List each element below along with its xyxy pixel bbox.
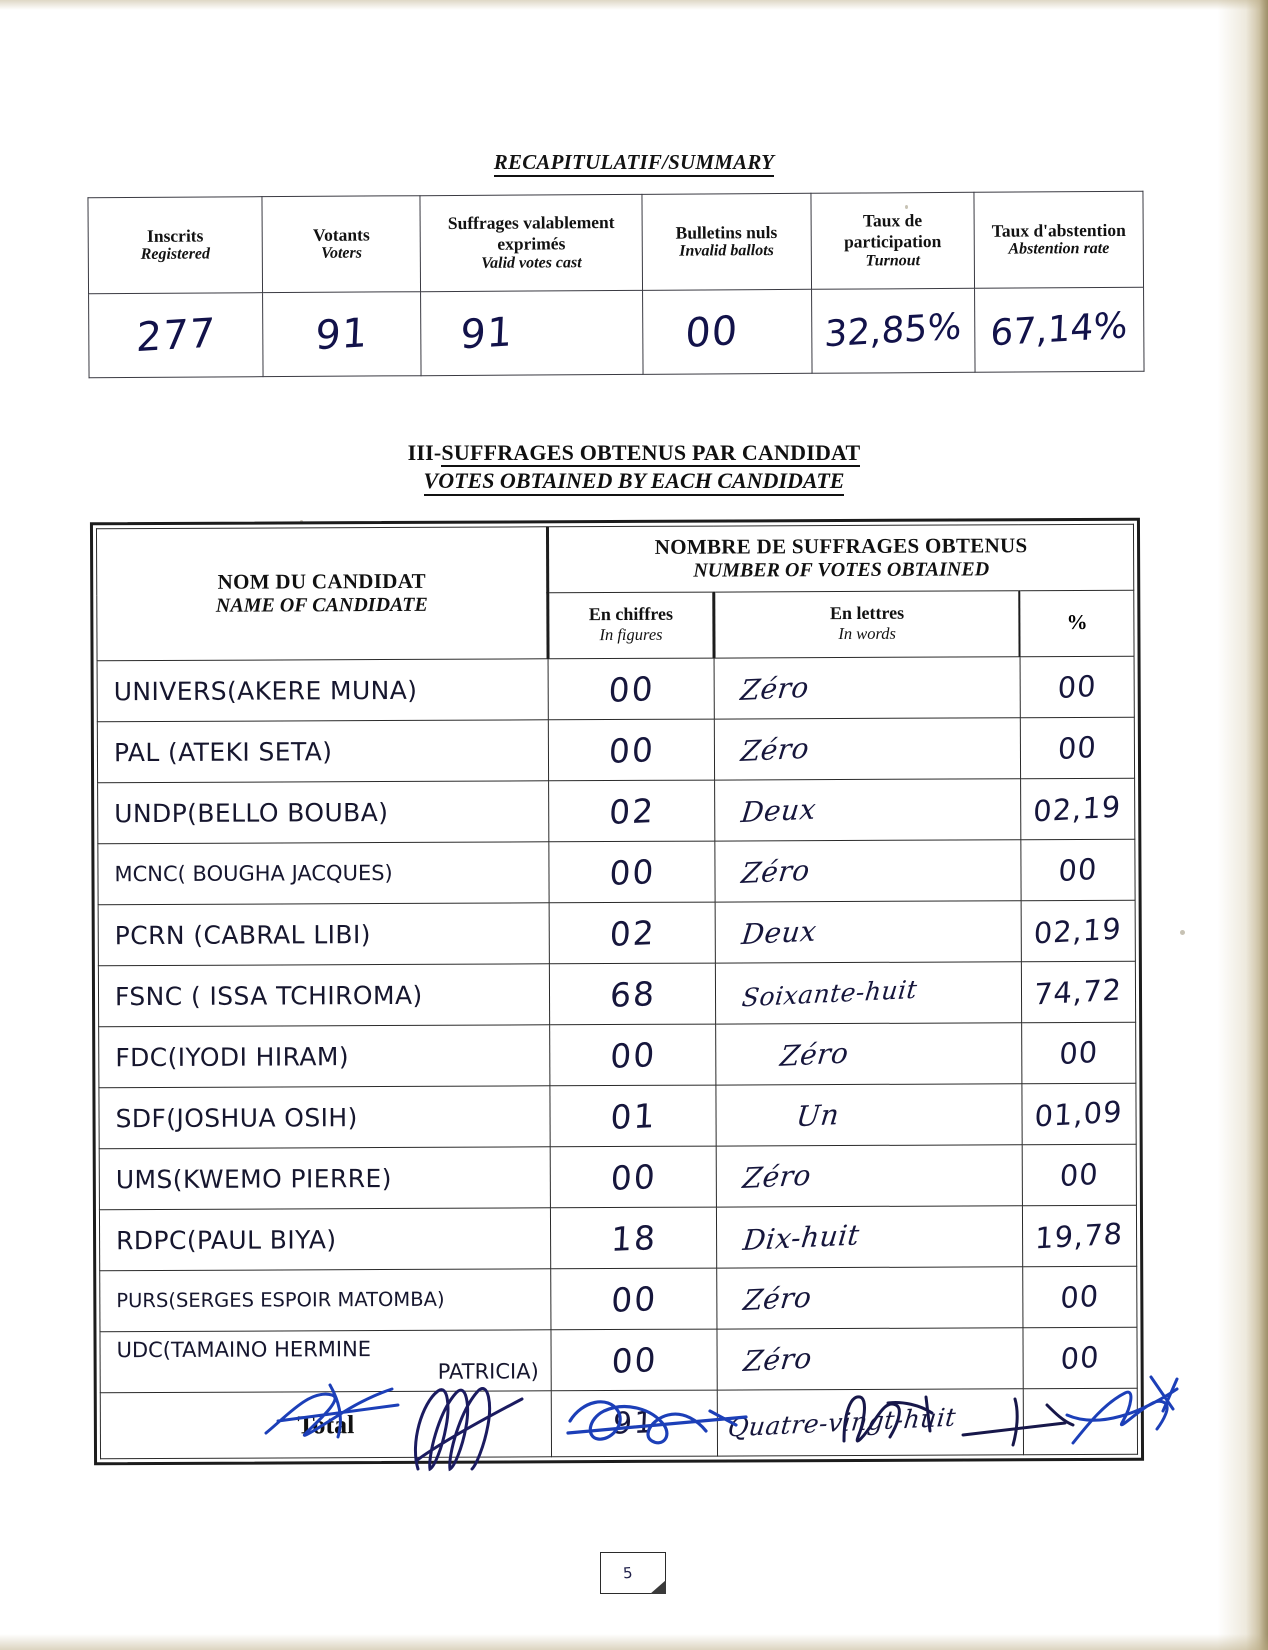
candidate-name: PURS(SERGES ESPOIR MATOMBA)	[100, 1269, 551, 1332]
table-row	[97, 656, 1134, 722]
header-figures-fr: En chiffres	[588, 603, 674, 625]
col-label-en: Valid votes cast	[481, 253, 582, 272]
scan-edge-bottom	[0, 1634, 1268, 1650]
votes-figures	[551, 1268, 717, 1330]
candidate-name: UNDP(BELLO BOUBA)	[98, 781, 549, 844]
handwritten-figures: 00	[608, 1034, 657, 1076]
handwritten-figures: 68	[608, 973, 657, 1015]
handwritten-percent: 00	[1059, 1339, 1101, 1377]
table-row	[97, 717, 1134, 783]
handwritten-percent: 74,72	[1033, 972, 1124, 1012]
candidate-name: PCRN (CABRAL LIBI)	[98, 903, 549, 966]
section-number: III-	[407, 440, 442, 465]
handwritten-figures: 02	[607, 790, 656, 832]
votes-figures	[549, 963, 715, 1025]
table-row	[98, 900, 1135, 966]
votes-percent	[1021, 900, 1135, 961]
table-row	[99, 1205, 1136, 1271]
col-label-fr: Bulletins nuls	[675, 221, 778, 243]
header-words-en: In words	[838, 623, 896, 644]
votes-figures	[548, 658, 714, 720]
table-row	[99, 1083, 1136, 1149]
page-corner-fold-icon	[650, 1580, 666, 1594]
col-label-en: Invalid ballots	[679, 242, 774, 260]
handwritten-percent: 00	[1056, 668, 1098, 706]
header-words-fr: En lettres	[829, 602, 905, 624]
handwritten-percent: 19,78	[1034, 1216, 1125, 1256]
handwritten-words: Zéro	[738, 670, 811, 707]
header-figures-en: In figures	[599, 624, 663, 645]
col-label-en: Voters	[320, 244, 363, 263]
votes-figures	[550, 1085, 716, 1147]
votes-percent	[1022, 1083, 1136, 1144]
votes-words	[716, 1023, 1022, 1085]
handwritten-percent: 00	[1059, 1156, 1100, 1194]
handwritten-words: Zéro	[739, 853, 812, 890]
header-candidate-en: NAME OF CANDIDATE	[215, 593, 428, 617]
table-row	[99, 1144, 1136, 1210]
handwritten-figures: 18	[609, 1217, 658, 1259]
summary-heading	[0, 150, 1268, 175]
total-label: Total	[100, 1391, 551, 1459]
summary-col-voters	[262, 196, 421, 293]
votes-words	[717, 1267, 1023, 1329]
handwritten-percent: 00	[1058, 1034, 1099, 1072]
handwritten-words: Deux	[739, 913, 819, 951]
votes-figures	[550, 1024, 716, 1086]
votes-percent	[1022, 1205, 1136, 1266]
candidate-name-line1: UDC(TAMAINO HERMINE	[116, 1337, 372, 1363]
header-votes-fr: NOMBRE DE SUFFRAGES OBTENUS	[654, 533, 1028, 559]
page-number: 5	[622, 1563, 634, 1583]
handwritten-words: Zéro	[778, 1035, 851, 1073]
votes-figures	[549, 841, 715, 903]
summary-value-registered	[89, 293, 264, 378]
votes-percent	[1021, 961, 1135, 1022]
handwritten-value: 32,85%	[823, 306, 963, 356]
handwritten-words: Zéro	[741, 1280, 814, 1317]
handwritten-words: Zéro	[741, 1341, 814, 1378]
handwritten-words: Dix-huit	[741, 1217, 862, 1257]
candidate-name: PAL (ATEKI SETA)	[97, 720, 548, 783]
handwritten-words: Zéro	[739, 731, 812, 768]
votes-words	[715, 901, 1021, 963]
handwritten-total-figures: 91	[612, 1405, 657, 1442]
handwritten-words: Soixante-huit	[740, 974, 919, 1012]
handwritten-percent: 01,09	[1034, 1094, 1124, 1134]
table-row	[98, 839, 1135, 905]
summary-value-row	[89, 287, 1144, 377]
summary-header-row	[88, 191, 1144, 293]
section-title-fr: SUFFRAGES OBTENUS PAR CANDIDAT	[441, 440, 861, 465]
votes-percent	[1023, 1266, 1137, 1327]
signature-4	[830, 1379, 950, 1459]
handwritten-value: 277	[135, 309, 217, 361]
votes-words	[716, 1206, 1022, 1268]
signature-3	[560, 1381, 760, 1471]
summary-col-turnout	[811, 192, 975, 289]
votes-words	[715, 962, 1021, 1024]
votes-figures	[549, 780, 715, 842]
handwritten-value: 91	[314, 309, 370, 359]
page-number-box	[600, 1552, 666, 1594]
section-heading-fr	[0, 440, 1268, 466]
section-title-en: VOTES OBTAINED BY EACH CANDIDATE	[424, 468, 845, 496]
handwritten-percent: 00	[1057, 729, 1098, 767]
scan-edge-top	[0, 0, 1268, 10]
header-percent-symbol: %	[1066, 609, 1088, 635]
votes-table	[90, 518, 1144, 1466]
handwritten-value: 00	[684, 307, 740, 357]
votes-percent	[1022, 1022, 1136, 1083]
handwritten-total-words: Quatre-vingt-huit	[726, 1402, 958, 1443]
col-label-en: Registered	[140, 245, 211, 264]
handwritten-percent: 00	[1057, 851, 1099, 889]
summary-col-valid-votes	[420, 194, 642, 291]
handwritten-figures: 00	[608, 851, 656, 893]
votes-header-candidate	[96, 527, 548, 661]
summary-col-registered	[88, 197, 263, 294]
col-label-fr: Taux d'abstention	[991, 219, 1126, 241]
votes-header-words	[714, 591, 1020, 658]
signature-2	[400, 1373, 550, 1483]
votes-figures	[550, 1146, 716, 1208]
summary-value-turnout	[811, 288, 975, 373]
votes-header-percent	[1020, 590, 1134, 656]
votes-percent	[1022, 1144, 1136, 1205]
header-votes-en: NUMBER OF VOTES OBTAINED	[693, 558, 990, 582]
summary-heading-text: RECAPITULATIF/SUMMARY	[494, 150, 774, 177]
handwritten-figures: 02	[608, 912, 657, 954]
handwritten-value: 67,14%	[989, 305, 1129, 355]
col-label-fr: Suffrages valablement exprimés	[447, 212, 615, 254]
votes-words	[714, 718, 1020, 780]
summary-col-invalid-ballots	[642, 193, 811, 290]
candidate-name: FDC(IYODI HIRAM)	[99, 1025, 550, 1088]
table-row	[99, 1022, 1136, 1088]
candidate-name: UMS(KWEMO PIERRE)	[99, 1147, 550, 1210]
votes-figures	[551, 1207, 717, 1269]
table-row	[100, 1266, 1137, 1332]
signature-6	[1055, 1369, 1205, 1459]
handwritten-words: Deux	[739, 791, 818, 829]
candidate-name: MCNC( BOUGHA JACQUES)	[98, 842, 549, 905]
col-label-fr: Taux de participation	[843, 210, 942, 252]
section-heading	[0, 440, 1268, 496]
candidate-name: SDF(JOSHUA OSIH)	[99, 1086, 550, 1149]
votes-header-row-1	[96, 524, 1133, 595]
handwritten-figures: 00	[610, 1339, 659, 1381]
summary-value-invalid-ballots	[642, 289, 811, 374]
candidate-name: UNIVERS(AKERE MUNA)	[97, 659, 548, 722]
candidate-name: FSNC ( ISSA TCHIROMA)	[98, 964, 549, 1027]
header-candidate-fr: NOM DU CANDIDAT	[217, 568, 426, 594]
votes-percent	[1020, 717, 1134, 778]
table-row	[98, 961, 1135, 1027]
handwritten-value: 91	[459, 308, 515, 358]
handwritten-figures: 00	[607, 729, 656, 771]
votes-percent	[1020, 778, 1134, 839]
handwritten-figures: 00	[609, 1278, 658, 1320]
handwritten-words: Zéro	[741, 1158, 813, 1195]
scan-speck	[1180, 930, 1185, 935]
handwritten-figures: 01	[609, 1095, 658, 1137]
handwritten-percent: 02,19	[1033, 911, 1123, 951]
summary-col-abstention	[974, 191, 1143, 288]
handwritten-figures: 00	[609, 1156, 658, 1198]
col-label-en: Turnout	[865, 251, 921, 270]
candidate-name: RDPC(PAUL BIYA)	[99, 1208, 550, 1271]
col-label-fr: Inscrits	[146, 225, 204, 246]
votes-header-group	[548, 524, 1134, 593]
handwritten-percent: 00	[1059, 1278, 1101, 1316]
summary-value-abstention	[975, 287, 1144, 372]
votes-percent	[1021, 839, 1135, 900]
votes-percent	[1020, 656, 1134, 717]
table-row	[98, 778, 1135, 844]
summary-value-valid-votes	[421, 290, 643, 375]
votes-figures	[548, 719, 714, 781]
summary-value-voters	[263, 292, 422, 377]
votes-words	[716, 1145, 1022, 1207]
votes-figures	[549, 902, 715, 964]
summary-table	[87, 191, 1144, 377]
candidate-name-line2: PATRICIA)	[437, 1359, 539, 1384]
votes-header-figures	[548, 592, 714, 659]
votes-words	[714, 657, 1020, 719]
votes-words	[715, 779, 1021, 841]
handwritten-figures: 00	[607, 668, 656, 710]
col-label-fr: Votants	[312, 224, 370, 245]
handwritten-words: Un	[794, 1097, 841, 1133]
handwritten-percent: 02,19	[1032, 789, 1123, 829]
signature-1	[258, 1375, 418, 1455]
votes-words	[716, 1084, 1022, 1146]
votes-words	[715, 840, 1021, 902]
signature-area	[0, 1385, 1268, 1515]
col-label-en: Abstention rate	[1008, 240, 1110, 258]
